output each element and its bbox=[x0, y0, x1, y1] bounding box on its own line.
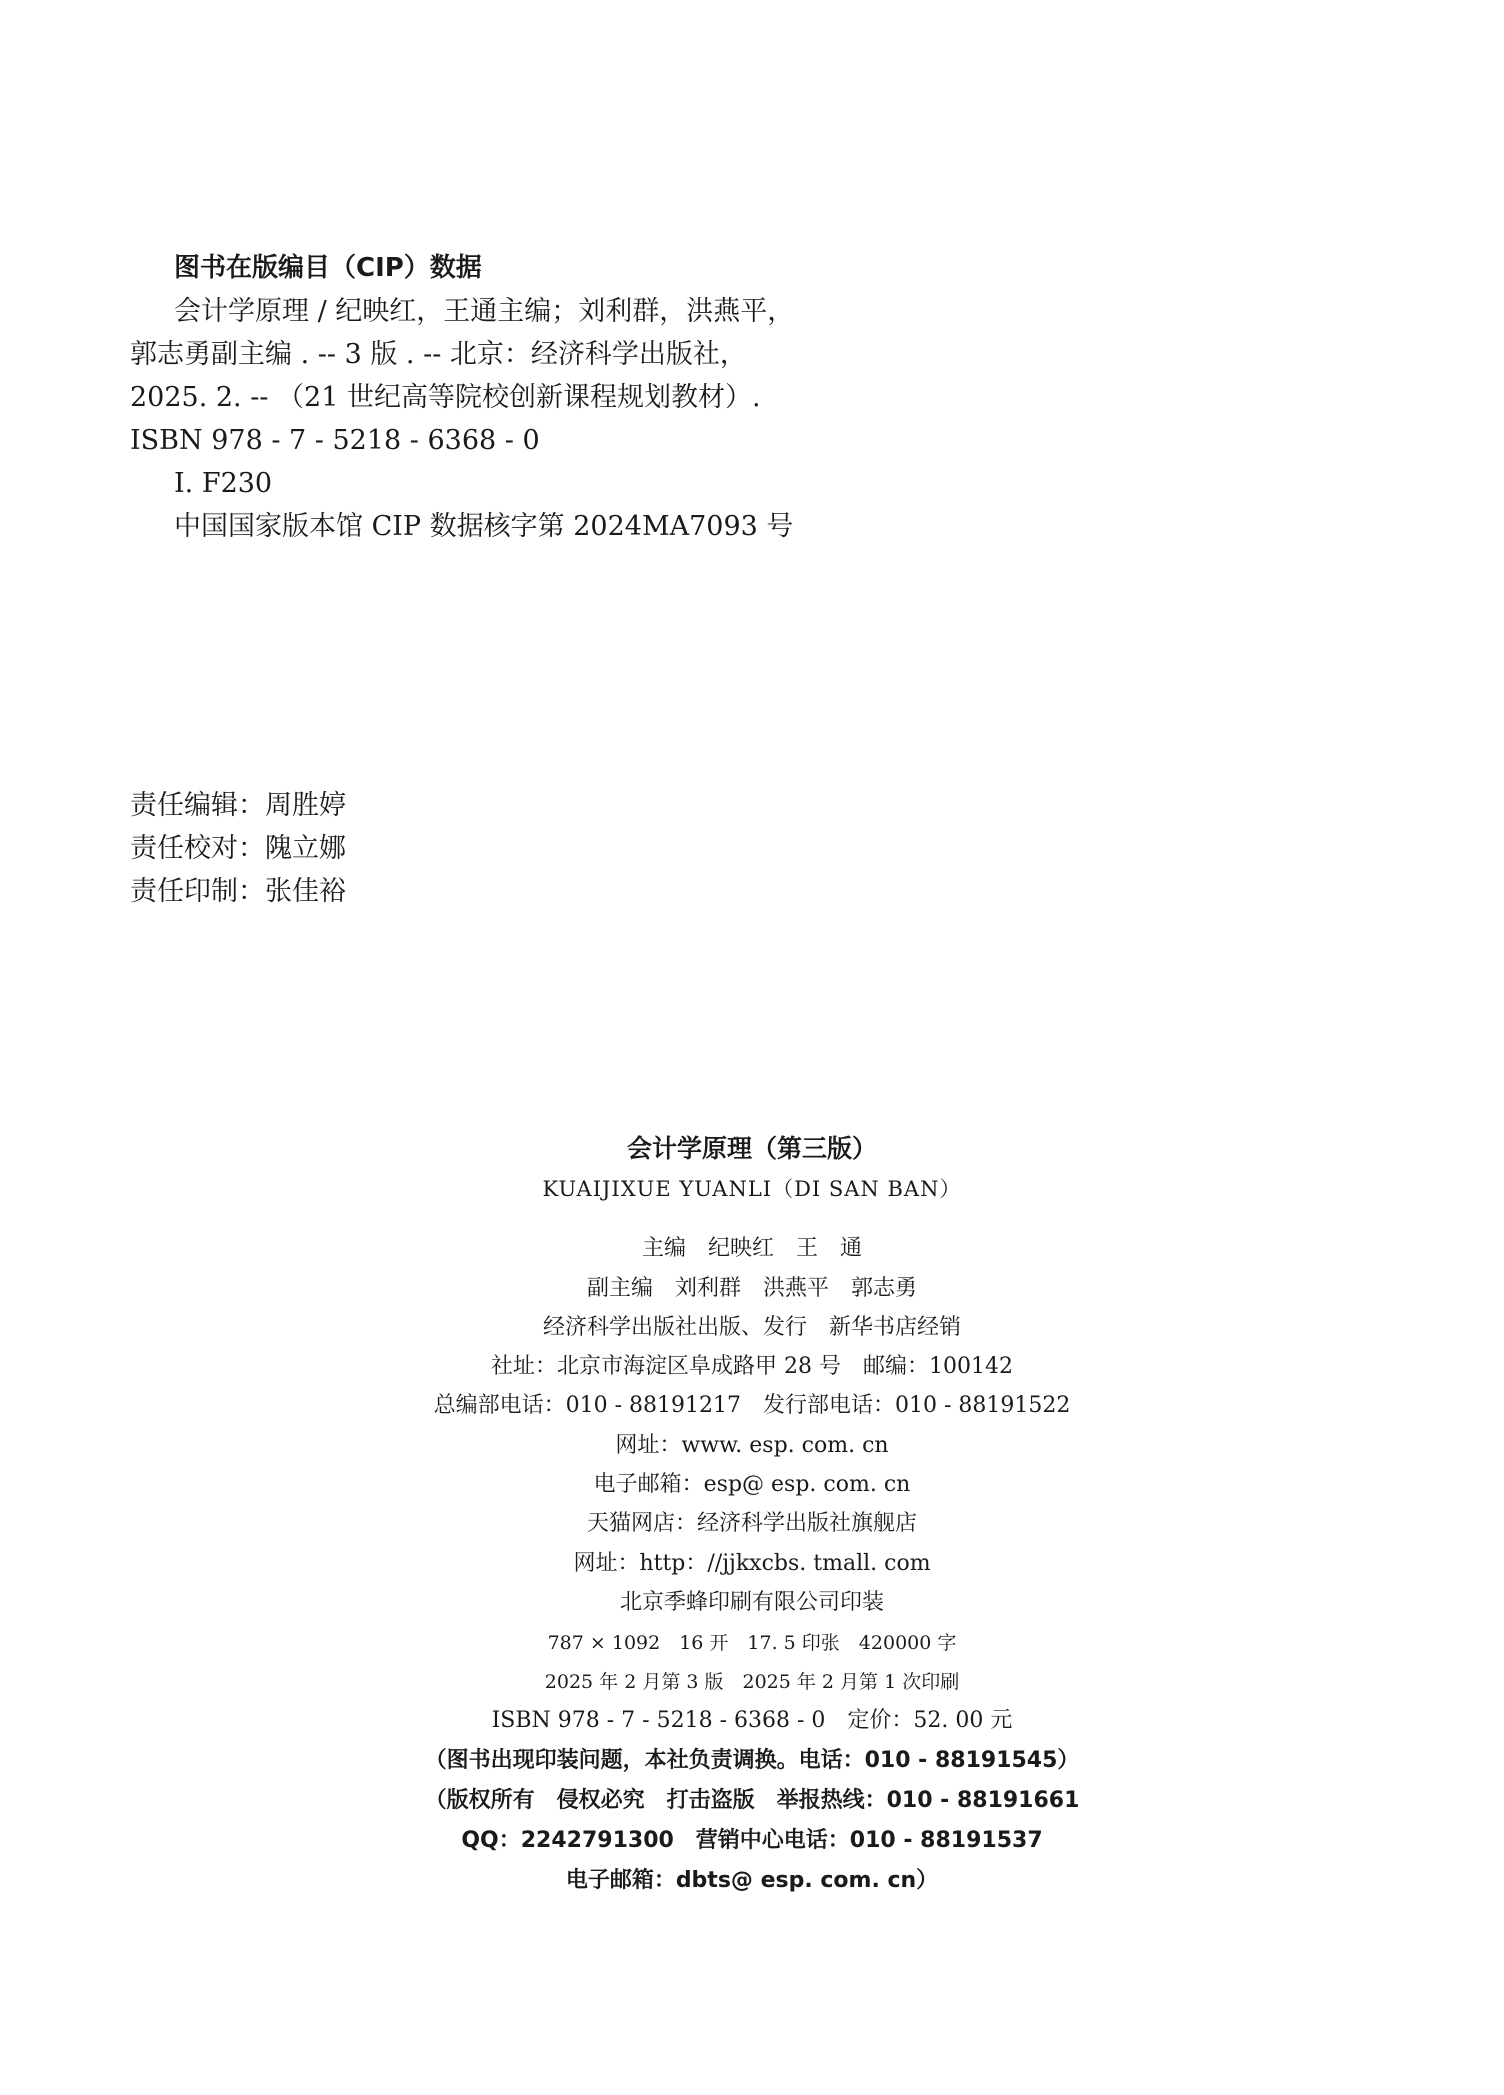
edition: 2025 年 2 月第 3 版 2025 年 2 月第 1 次印刷 bbox=[544, 1671, 960, 1693]
cip-line: 郭志勇副主编 . -- 3 版 . -- 北京：经济科学出版社， bbox=[130, 339, 747, 370]
publisher: 经济科学出版社出版、发行 新华书店经销 bbox=[542, 1315, 961, 1340]
deputy-editors: 副主编 刘利群 洪燕平 郭志勇 bbox=[586, 1276, 917, 1301]
cip-line: 会计学原理 / 纪映红，王通主编；刘利群，洪燕平， bbox=[174, 296, 795, 327]
cip-classification: Ⅰ. F230 bbox=[174, 468, 273, 499]
notice-contact: QQ：2242791300 营销中心电话：010 - 88191537 bbox=[461, 1828, 1043, 1853]
address: 社址：北京市海淀区阜成路甲 28 号 邮编：100142 bbox=[491, 1354, 1013, 1379]
book-title-pinyin: KUAIJIXUE YUANLI（DI SAN BAN） bbox=[542, 1177, 962, 1201]
tmall-url: 网址：http：//jjkxcbs. tmall. com bbox=[573, 1551, 931, 1576]
staff-editor: 责任编辑：周胜婷 bbox=[130, 790, 346, 821]
notice-email: 电子邮箱：dbts@ esp. com. cn） bbox=[565, 1868, 939, 1893]
cip-isbn: ISBN 978 - 7 - 5218 - 6368 - 0 bbox=[130, 425, 540, 456]
staff-printing: 责任印制：张佳裕 bbox=[130, 876, 346, 907]
notice-copyright: （版权所有 侵权必究 打击盗版 举报热线：010 - 88191661 bbox=[424, 1788, 1080, 1813]
cip-record-number: 中国国家版本馆 CIP 数据核字第 2024MA7093 号 bbox=[174, 511, 794, 542]
phones: 总编部电话：010 - 88191217 发行部电话：010 - 88191522 bbox=[433, 1393, 1071, 1418]
website: 网址：www. esp. com. cn bbox=[615, 1433, 889, 1458]
book-title: 会计学原理（第三版） bbox=[626, 1134, 877, 1163]
email: 电子邮箱：esp@ esp. com. cn bbox=[593, 1472, 911, 1497]
cip-heading: 图书在版编目（CIP）数据 bbox=[174, 253, 482, 283]
isbn-price: ISBN 978 - 7 - 5218 - 6368 - 0 定价：52. 00 元 bbox=[491, 1708, 1013, 1733]
printer: 北京季蜂印刷有限公司印装 bbox=[619, 1590, 884, 1615]
cip-line: 2025. 2. -- （21 世纪高等院校创新课程规划教材）. bbox=[130, 382, 761, 413]
format: 787 × 1092 16 开 17. 5 印张 420000 字 bbox=[547, 1632, 957, 1654]
editors: 主编 纪映红 王 通 bbox=[641, 1236, 862, 1261]
staff-proofreader: 责任校对：隗立娜 bbox=[130, 833, 346, 864]
notice-print-issues: （图书出现印装问题，本社负责调换。电话：010 - 88191545） bbox=[424, 1748, 1080, 1773]
tmall-store: 天猫网店：经济科学出版社旗舰店 bbox=[586, 1511, 917, 1536]
